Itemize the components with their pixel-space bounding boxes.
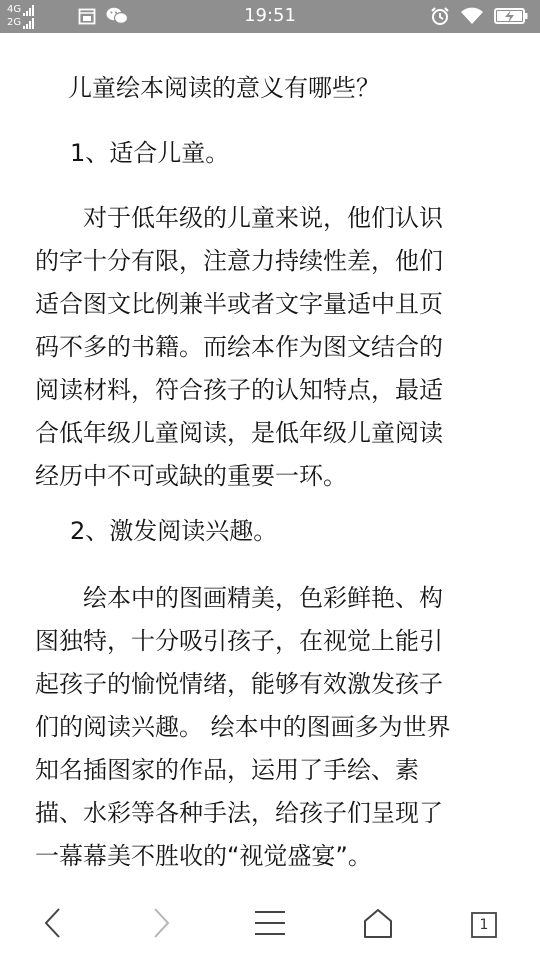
alarm-icon bbox=[430, 6, 450, 30]
back-button[interactable] bbox=[26, 903, 80, 947]
article-content bbox=[0, 33, 540, 893]
status-bar bbox=[0, 0, 540, 33]
menu-button[interactable] bbox=[243, 903, 297, 947]
tabs-button[interactable] bbox=[457, 903, 511, 947]
paragraph-line: 合低年级儿童阅读，是低年级儿童阅读 bbox=[35, 419, 443, 447]
paragraph-2 bbox=[35, 577, 507, 878]
home-icon bbox=[362, 907, 394, 943]
paragraph-1 bbox=[35, 197, 507, 498]
menu-icon bbox=[253, 909, 287, 941]
wifi-icon bbox=[460, 7, 484, 29]
network-type-top: 4G bbox=[7, 4, 22, 15]
browser-bottom-bar bbox=[0, 893, 540, 960]
home-button[interactable] bbox=[351, 903, 405, 947]
paragraph-line: 阅读材料，符合孩子的认知特点，最适 bbox=[35, 376, 443, 404]
tabs-icon bbox=[470, 911, 498, 939]
paragraph-line: 们的阅读兴趣。 绘本中的图画多为世界 bbox=[35, 713, 451, 741]
back-arrow-icon bbox=[41, 906, 65, 944]
paragraph-line: 起孩子的愉悦情绪，能够有效激发孩子 bbox=[35, 670, 443, 698]
paragraph-line: 码不多的书籍。而绘本作为图文结合的 bbox=[35, 333, 443, 361]
paragraph-line: 对于低年级的儿童来说，他们认识 bbox=[83, 204, 443, 232]
paragraph-line: 描、水彩等各种手法，给孩子们呈现了 bbox=[35, 799, 443, 827]
article-title: 儿童绘本阅读的意义有哪些？ bbox=[68, 74, 380, 102]
system-icons bbox=[430, 6, 528, 30]
paragraph-line: 一幕幕美不胜收的“视觉盛宴”。 bbox=[35, 842, 372, 870]
forward-button[interactable] bbox=[134, 903, 188, 947]
paragraph-line: 经历中不可或缺的重要一环。 bbox=[35, 462, 347, 490]
clock: 19:51 bbox=[244, 5, 296, 26]
paragraph-line: 的字十分有限，注意力持续性差，他们 bbox=[35, 247, 443, 275]
paragraph-line: 绘本中的图画精美，色彩鲜艳、构 bbox=[83, 584, 443, 612]
network-type-bottom: 2G bbox=[7, 17, 22, 28]
section-heading-1: 1、适合儿童。 bbox=[70, 139, 230, 167]
battery-charging-icon bbox=[494, 7, 528, 29]
tab-count: 1 bbox=[479, 917, 489, 933]
paragraph-line: 图独特，十分吸引孩子，在视觉上能引 bbox=[35, 627, 443, 655]
forward-arrow-icon bbox=[149, 906, 173, 944]
section-heading-2: 2、激发阅读兴趣。 bbox=[70, 517, 278, 545]
paragraph-line: 适合图文比例兼半或者文字量适中且页 bbox=[35, 290, 443, 318]
paragraph-line: 知名插图家的作品，运用了手绘、素 bbox=[35, 756, 419, 784]
